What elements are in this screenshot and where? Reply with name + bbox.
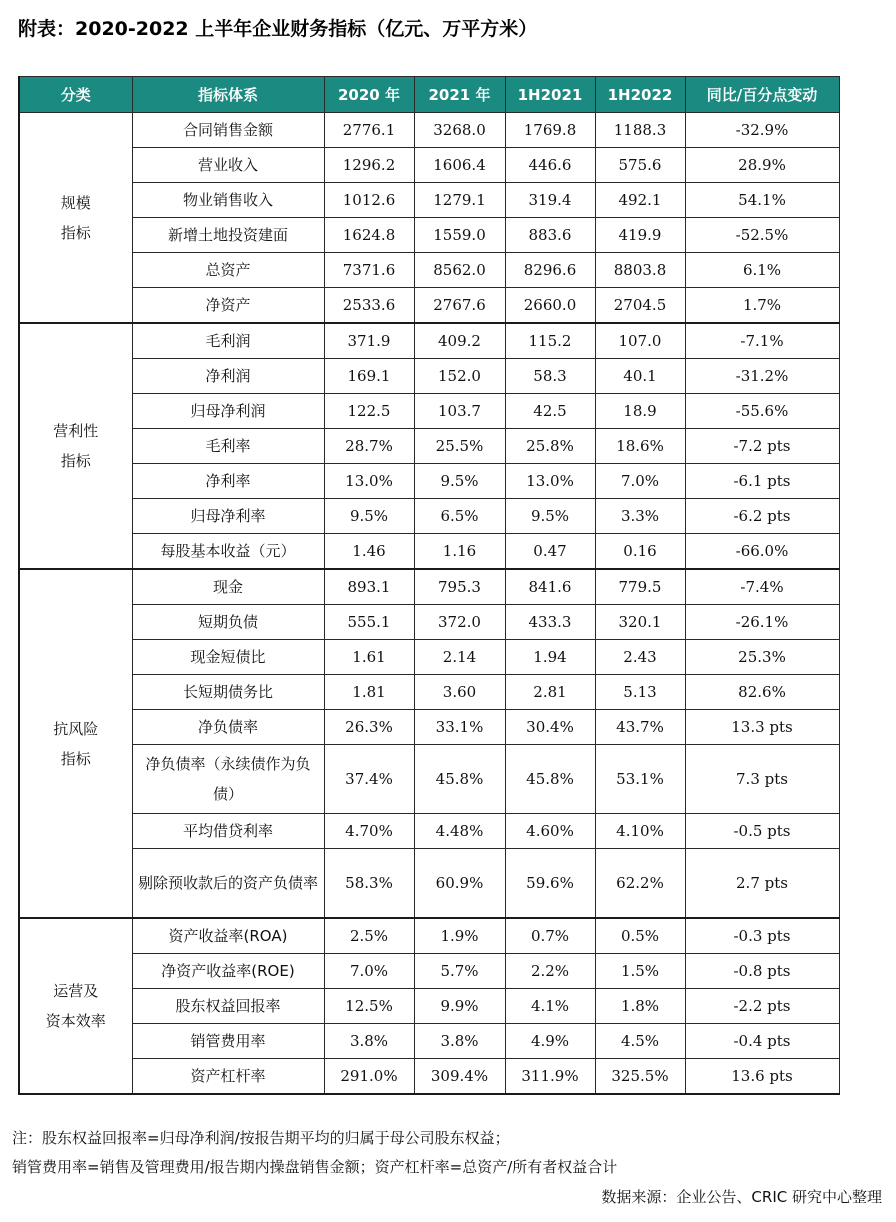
value-cell: 3268.0 (414, 113, 505, 148)
table-row (19, 814, 839, 849)
note-line-1: 注：股东权益回报率=归母净利润/按报告期平均的归属于母公司股东权益； (12, 1129, 510, 1147)
value-cell: 28.7% (324, 429, 414, 464)
table-row (19, 464, 839, 499)
table-row (19, 640, 839, 675)
header-row (19, 77, 839, 113)
indicator-name: 净资产收益率(ROE) (132, 954, 324, 989)
value-cell: 0.7% (505, 918, 595, 954)
value-cell: 1769.8 (505, 113, 595, 148)
value-cell: 2.81 (505, 675, 595, 710)
indicator-name: 净负债率 (132, 710, 324, 745)
value-cell: -66.0% (685, 534, 839, 570)
value-cell: 7.0% (324, 954, 414, 989)
value-cell: -31.2% (685, 359, 839, 394)
value-cell: 409.2 (414, 323, 505, 359)
table-row (19, 394, 839, 429)
value-cell: 28.9% (685, 148, 839, 183)
value-cell: 1.5% (595, 954, 685, 989)
indicator-name: 净利率 (132, 464, 324, 499)
value-cell: 4.48% (414, 814, 505, 849)
category-cell: 运营及 资本效率 (19, 918, 132, 1094)
value-cell: -0.8 pts (685, 954, 839, 989)
table-row (19, 323, 839, 359)
value-cell: 3.8% (324, 1024, 414, 1059)
data-source: 数据来源：企业公告、CRIC 研究中心整理 (601, 1188, 882, 1206)
category-cell: 抗风险 指标 (19, 569, 132, 918)
value-cell: -32.9% (685, 113, 839, 148)
value-cell: 1.94 (505, 640, 595, 675)
value-cell: 30.4% (505, 710, 595, 745)
value-cell: 1559.0 (414, 218, 505, 253)
indicator-name: 剔除预收款后的资产负债率 (132, 849, 324, 919)
indicator-name: 净利润 (132, 359, 324, 394)
table-row (19, 113, 839, 148)
column-header: 2020 年 (324, 77, 414, 113)
note-line-2: 销管费用率=销售及管理费用/报告期内操盘销售金额；资产杠杆率=总资产/所有者权益合计 (12, 1158, 618, 1176)
indicator-name: 现金短债比 (132, 640, 324, 675)
column-header: 1H2022 (595, 77, 685, 113)
value-cell: 53.1% (595, 745, 685, 814)
value-cell: 5.7% (414, 954, 505, 989)
value-cell: -7.1% (685, 323, 839, 359)
value-cell: 1.81 (324, 675, 414, 710)
value-cell: 59.6% (505, 849, 595, 919)
value-cell: 7371.6 (324, 253, 414, 288)
value-cell: -0.4 pts (685, 1024, 839, 1059)
value-cell: 9.9% (414, 989, 505, 1024)
value-cell: 372.0 (414, 605, 505, 640)
value-cell: 0.16 (595, 534, 685, 570)
value-cell: 309.4% (414, 1059, 505, 1095)
value-cell: 103.7 (414, 394, 505, 429)
value-cell: 169.1 (324, 359, 414, 394)
indicator-name: 新增土地投资建面 (132, 218, 324, 253)
value-cell: 371.9 (324, 323, 414, 359)
value-cell: 58.3% (324, 849, 414, 919)
value-cell: 40.1 (595, 359, 685, 394)
value-cell: 4.10% (595, 814, 685, 849)
value-cell: -52.5% (685, 218, 839, 253)
value-cell: 2.14 (414, 640, 505, 675)
value-cell: -7.4% (685, 569, 839, 605)
indicator-name: 物业销售收入 (132, 183, 324, 218)
table-row (19, 1059, 839, 1095)
indicator-name: 平均借贷利率 (132, 814, 324, 849)
value-cell: 1279.1 (414, 183, 505, 218)
table-row (19, 710, 839, 745)
value-cell: 7.0% (595, 464, 685, 499)
value-cell: 319.4 (505, 183, 595, 218)
table-row (19, 183, 839, 218)
value-cell: -2.2 pts (685, 989, 839, 1024)
value-cell: 26.3% (324, 710, 414, 745)
value-cell: 841.6 (505, 569, 595, 605)
value-cell: 25.8% (505, 429, 595, 464)
table-row (19, 218, 839, 253)
value-cell: 1188.3 (595, 113, 685, 148)
value-cell: 18.6% (595, 429, 685, 464)
value-cell: 795.3 (414, 569, 505, 605)
table-row (19, 1024, 839, 1059)
value-cell: 152.0 (414, 359, 505, 394)
value-cell: -0.3 pts (685, 918, 839, 954)
table-row (19, 569, 839, 605)
indicator-name: 毛利率 (132, 429, 324, 464)
value-cell: 1296.2 (324, 148, 414, 183)
value-cell: 58.3 (505, 359, 595, 394)
financial-indicators-table (18, 76, 840, 1095)
indicator-name: 资产收益率(ROA) (132, 918, 324, 954)
indicator-name: 合同销售金额 (132, 113, 324, 148)
table-body (19, 113, 839, 1095)
value-cell: 0.47 (505, 534, 595, 570)
value-cell: 37.4% (324, 745, 414, 814)
value-cell: 2.5% (324, 918, 414, 954)
value-cell: 325.5% (595, 1059, 685, 1095)
indicator-name: 总资产 (132, 253, 324, 288)
value-cell: 1.16 (414, 534, 505, 570)
value-cell: 2660.0 (505, 288, 595, 324)
value-cell: 107.0 (595, 323, 685, 359)
table-row (19, 253, 839, 288)
value-cell: 12.5% (324, 989, 414, 1024)
value-cell: 575.6 (595, 148, 685, 183)
value-cell: 54.1% (685, 183, 839, 218)
indicator-name: 毛利润 (132, 323, 324, 359)
value-cell: 8803.8 (595, 253, 685, 288)
value-cell: 1.8% (595, 989, 685, 1024)
indicator-name: 长短期债务比 (132, 675, 324, 710)
value-cell: 62.2% (595, 849, 685, 919)
value-cell: 311.9% (505, 1059, 595, 1095)
value-cell: 555.1 (324, 605, 414, 640)
value-cell: 1.61 (324, 640, 414, 675)
indicator-name: 净负债率（永续债作为负债） (132, 745, 324, 814)
value-cell: 4.9% (505, 1024, 595, 1059)
value-cell: 1.46 (324, 534, 414, 570)
value-cell: 1.9% (414, 918, 505, 954)
table-row (19, 954, 839, 989)
value-cell: 45.8% (414, 745, 505, 814)
value-cell: 3.3% (595, 499, 685, 534)
table-row (19, 148, 839, 183)
value-cell: 25.3% (685, 640, 839, 675)
value-cell: 446.6 (505, 148, 595, 183)
value-cell: 1012.6 (324, 183, 414, 218)
value-cell: 13.0% (324, 464, 414, 499)
value-cell: 42.5 (505, 394, 595, 429)
category-cell: 规模 指标 (19, 113, 132, 324)
table-row (19, 605, 839, 640)
value-cell: 3.60 (414, 675, 505, 710)
value-cell: 779.5 (595, 569, 685, 605)
page-title: 附表：2020-2022 上半年企业财务指标（亿元、万平方米） (18, 18, 538, 40)
value-cell: 9.5% (505, 499, 595, 534)
category-cell: 营利性 指标 (19, 323, 132, 569)
value-cell: 4.1% (505, 989, 595, 1024)
value-cell: -6.1 pts (685, 464, 839, 499)
value-cell: 0.5% (595, 918, 685, 954)
table-row (19, 534, 839, 570)
indicator-name: 归母净利率 (132, 499, 324, 534)
value-cell: -26.1% (685, 605, 839, 640)
table-row (19, 288, 839, 324)
value-cell: 18.9 (595, 394, 685, 429)
indicator-name: 资产杠杆率 (132, 1059, 324, 1095)
value-cell: 492.1 (595, 183, 685, 218)
value-cell: 33.1% (414, 710, 505, 745)
column-header: 同比/百分点变动 (685, 77, 839, 113)
value-cell: 320.1 (595, 605, 685, 640)
value-cell: 115.2 (505, 323, 595, 359)
value-cell: 6.5% (414, 499, 505, 534)
value-cell: 1606.4 (414, 148, 505, 183)
value-cell: 13.0% (505, 464, 595, 499)
value-cell: 13.3 pts (685, 710, 839, 745)
value-cell: 7.3 pts (685, 745, 839, 814)
value-cell: 45.8% (505, 745, 595, 814)
value-cell: -0.5 pts (685, 814, 839, 849)
value-cell: -6.2 pts (685, 499, 839, 534)
value-cell: 1.7% (685, 288, 839, 324)
value-cell: 6.1% (685, 253, 839, 288)
value-cell: 9.5% (324, 499, 414, 534)
column-header: 1H2021 (505, 77, 595, 113)
value-cell: 291.0% (324, 1059, 414, 1095)
indicator-name: 现金 (132, 569, 324, 605)
table-header (19, 77, 839, 113)
value-cell: 2533.6 (324, 288, 414, 324)
value-cell: 43.7% (595, 710, 685, 745)
value-cell: -55.6% (685, 394, 839, 429)
value-cell: 883.6 (505, 218, 595, 253)
table-row (19, 499, 839, 534)
table-row (19, 989, 839, 1024)
column-header: 分类 (19, 77, 132, 113)
table-row (19, 745, 839, 814)
value-cell: 2704.5 (595, 288, 685, 324)
value-cell: 122.5 (324, 394, 414, 429)
value-cell: 25.5% (414, 429, 505, 464)
indicator-name: 净资产 (132, 288, 324, 324)
value-cell: 9.5% (414, 464, 505, 499)
value-cell: 13.6 pts (685, 1059, 839, 1095)
value-cell: 5.13 (595, 675, 685, 710)
value-cell: 82.6% (685, 675, 839, 710)
column-header: 指标体系 (132, 77, 324, 113)
value-cell: 4.70% (324, 814, 414, 849)
value-cell: 2.7 pts (685, 849, 839, 919)
value-cell: 2.2% (505, 954, 595, 989)
value-cell: 2.43 (595, 640, 685, 675)
value-cell: 8562.0 (414, 253, 505, 288)
value-cell: 4.60% (505, 814, 595, 849)
value-cell: 893.1 (324, 569, 414, 605)
value-cell: 4.5% (595, 1024, 685, 1059)
value-cell: 2767.6 (414, 288, 505, 324)
value-cell: -7.2 pts (685, 429, 839, 464)
value-cell: 419.9 (595, 218, 685, 253)
table-row (19, 849, 839, 919)
indicator-name: 销管费用率 (132, 1024, 324, 1059)
value-cell: 2776.1 (324, 113, 414, 148)
value-cell: 8296.6 (505, 253, 595, 288)
column-header: 2021 年 (414, 77, 505, 113)
indicator-name: 短期负债 (132, 605, 324, 640)
indicator-name: 归母净利润 (132, 394, 324, 429)
value-cell: 3.8% (414, 1024, 505, 1059)
table-row (19, 359, 839, 394)
indicator-name: 营业收入 (132, 148, 324, 183)
value-cell: 1624.8 (324, 218, 414, 253)
table-row (19, 429, 839, 464)
indicator-name: 每股基本收益（元） (132, 534, 324, 570)
value-cell: 60.9% (414, 849, 505, 919)
table-row (19, 918, 839, 954)
table-row (19, 675, 839, 710)
value-cell: 433.3 (505, 605, 595, 640)
indicator-name: 股东权益回报率 (132, 989, 324, 1024)
